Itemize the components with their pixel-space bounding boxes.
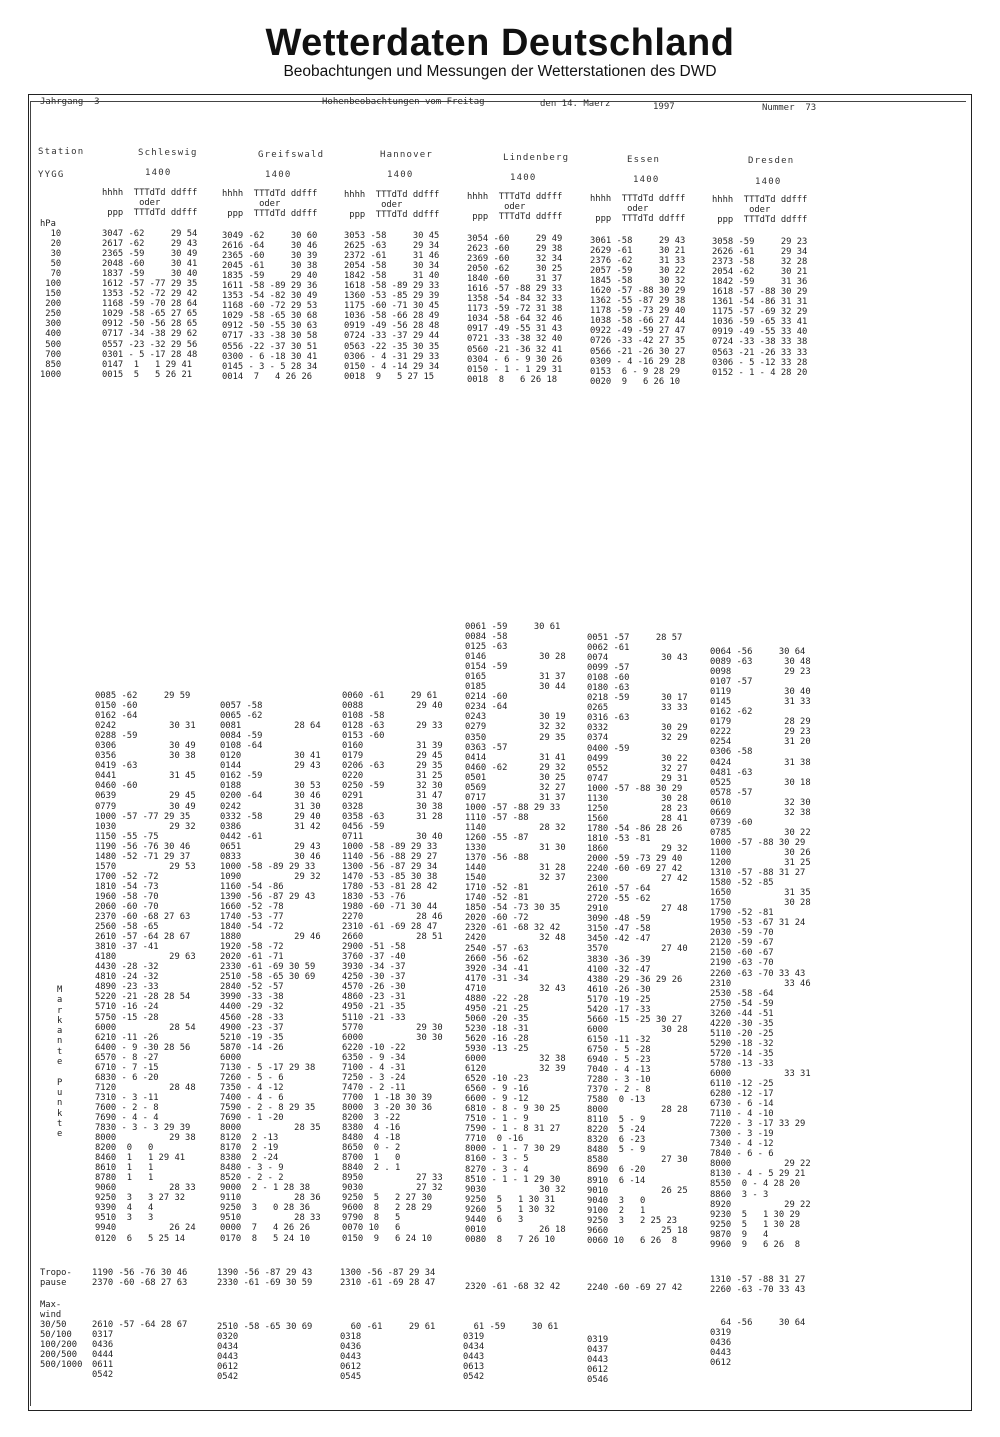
page-subtitle: Beobachtungen und Messungen der Wetterstationen des DWD bbox=[283, 63, 717, 80]
col-head-line2: oder bbox=[712, 205, 771, 215]
maxwind-lindenberg: 61 -59 30 61 0319 0434 0443 0613 0542 bbox=[463, 1322, 559, 1383]
maxwind-essen: 0319 0437 0443 0612 0546 bbox=[587, 1335, 609, 1386]
report-number: Nummer 73 bbox=[762, 103, 817, 113]
station-time: 1400 bbox=[510, 173, 537, 183]
tropopause-dresden: 1310 -57 -88 31 27 2260 -63 -70 33 43 bbox=[710, 1275, 806, 1296]
station-levels-essen: 3061 -58 29 43 2629 -61 30 21 2376 -62 31 33 2057 -59 30 22 1845 -58 30 32 1620 -57 -88 30 29 1362 -55 -87 29 38 1178 -59 -73 29 40 1038 -58 -66 27 44 0922 -49 -59 27 47 0726 -33 -42 27 35 0566 -21 -26 30 27 0309 - 4 -16 29 28 0153 6 - 9 28 29 0020 9 6 26 10 bbox=[590, 236, 686, 387]
jahrgang: Jahrgang 3 bbox=[40, 97, 100, 107]
col-head-line1: hhhh TTTdTd ddfff bbox=[712, 195, 808, 205]
page-title: Wetterdaten Deutschland bbox=[265, 22, 735, 64]
station-levels-lindenberg: 3054 -60 29 49 2623 -60 29 38 2369 -60 32 34 2050 -62 30 25 1840 -60 31 37 1616 -57 -88 29 33 1358 -54 -84 32 33 1173 -59 -72 31 38 1034 -58 -64 32 46 0917 -49 -55 31 43 0721 -33 -38 32 40 0560 -21 -36 32 41 0304 - 6 - 9 30 26 0150 - 1 - 1 29 31 0018 8 6 26 18 bbox=[467, 234, 563, 385]
station-name: Schleswig bbox=[138, 148, 198, 158]
station-time: 1400 bbox=[755, 177, 782, 187]
col-head-line1: hhhh TTTdTd ddfff bbox=[344, 190, 440, 200]
col-head-line3: ppp TTTdTd ddfff bbox=[222, 209, 318, 219]
maxwind-greifswald: 2510 -58 -65 30 69 0320 0434 0443 0612 0542 bbox=[217, 1322, 313, 1383]
tropopause-greifswald: 1390 -56 -87 29 43 2330 -61 -69 30 59 bbox=[217, 1268, 313, 1289]
maxwind-hannover: 60 -61 29 61 0318 0436 0443 0612 0545 bbox=[340, 1322, 436, 1383]
station-name: Essen bbox=[627, 155, 661, 165]
markante-punkte-label: M a r k a n t e P u n k t e bbox=[57, 985, 63, 1140]
station-time: 1400 bbox=[387, 170, 414, 180]
report-date: den 14. Maerz bbox=[540, 99, 611, 109]
col-head-line3: ppp TTTdTd ddfff bbox=[102, 208, 198, 218]
station-time: 1400 bbox=[265, 170, 292, 180]
report-title: Hohenbeobachtungen vom Freitag bbox=[322, 97, 485, 107]
station-levels-dresden: 3058 -59 29 23 2626 -61 29 34 2373 -58 32 28 2054 -62 30 21 1842 -59 31 36 1618 -57 -88 30 29 1361 -54 -86 31 31 1175 -57 -69 32 29 1036 -59 -65 33 41 0919 -49 -55 33 40 0724 -33 -38 33 38 0563 -21 -26 33 33 0306 - 5 -12 33 28 0152 - 1 - 4 28 20 bbox=[712, 237, 808, 378]
col-head-line3: ppp TTTdTd ddfff bbox=[590, 214, 686, 224]
col-head-line1: hhhh TTTdTd ddfff bbox=[102, 188, 198, 198]
col-head-line2: oder bbox=[102, 198, 161, 208]
station-name: Dresden bbox=[748, 156, 795, 166]
col-head-line1: hhhh TTTdTd ddfff bbox=[467, 192, 563, 202]
station-levels-schleswig: 3047 -62 29 54 2617 -62 29 43 2365 -59 30 49 2048 -60 30 41 1837 -59 30 40 1612 -57 -77 29 35 1353 -52 -72 29 42 1168 -59 -70 28 64 1029 -58 -65 27 65 0912 -50 -56 28 65 0717 -34 -38 29 62 0557 -23 -32 29 56 0301 - 5 -17 28 48 0147 1 1 29 41 0015 5 5 26 21 bbox=[102, 229, 198, 380]
maxwind-schleswig: 2610 -57 -64 28 67 0317 0436 0444 0611 0542 bbox=[92, 1320, 188, 1381]
markante-punkte-greifswald: 0057 -58 0065 -62 0081 28 64 0084 -59 0108 -64 0120 30 41 0144 29 43 0162 -59 0188 30 53 0200 -64 30 46 0242 31 30 0332 -58 29 40 0386 31 42 0442 -61 0651 29 43 0833 30 46 1000 -58 -89 29 33 1090 29 32 1160 -54 -86 1390 -56 -87 29 43 1660 -52 -78 1740 -53 -77 1840 -54 -72 1880 29 46 1920 -58 -72 2020 -61 -71 2330 -61 -69 30 59 2510 -58 -65 30 69 2840 -52 -57 3990 -33 -38 4400 -29 -32 4560 -28 -33 4900 -23 -37 5210 -19 -35 5870 -14 -26 6000 7130 - 5 -17 29 38 7260 - 5 - 6 7350 - 4 -12 7400 - 4 - 6 7590 - 2 - 8 29 35 7690 - 1 -20 8000 28 35 8120 2 -13 8170 2 -19 8380 2 -24 8480 - 3 - 9 8520 - 2 - 2 9000 2 - 1 28 38 9110 28 36 9250 3 0 28 36 9510 28 33 0000 7 4 26 26 0170 8 5 24 10 bbox=[220, 701, 321, 1244]
station-levels-greifswald: 3049 -62 30 60 2616 -64 30 46 2365 -60 30 39 2045 -61 30 38 1835 -59 29 40 1611 -58 -89 29 36 1353 -54 -82 30 49 1168 -60 -72 29 53 1029 -58 -65 30 68 0912 -50 -55 30 63 0717 -33 -38 30 58 0556 -22 -37 30 51 0300 - 6 -18 30 41 0145 - 3 - 5 28 34 0014 7 4 26 26 bbox=[222, 231, 318, 382]
col-head-line2: oder bbox=[222, 199, 281, 209]
col-head-line1: hhhh TTTdTd ddfff bbox=[222, 189, 318, 199]
maxwind-label: Max- wind 30/50 50/100 100/200 200/500 500/1000 bbox=[40, 1300, 83, 1371]
report-year: 1997 bbox=[653, 102, 675, 112]
hpa-label: hPa bbox=[40, 219, 56, 229]
pressure-levels: 10 20 30 50 70 100 150 200 250 300 400 500 700 850 1000 bbox=[40, 229, 62, 380]
markante-punkte-lindenberg: 0061 -59 30 61 0084 -58 0125 -63 0146 30 28 0154 -59 0165 31 37 0185 30 44 0214 -60 0234 -64 0243 30 19 0279 32 32 0350 29 35 0363 -57 0414 31 41 0460 -62 29 32 0501 30 25 0569 32 27 0717 31 37 1000 -57 -88 29 33 1110 -57 -88 1140 28 32 1260 -55 -87 1330 31 30 1370 -56 -88 1440 31 28 1540 32 37 1710 -52 -81 1740 -52 -81 1850 -54 -73 30 35 2020 -60 -72 2320 -61 -68 32 42 2420 32 48 2540 -57 -63 2660 -56 -62 3920 -34 -41 4170 -31 -34 4710 32 43 4880 -22 -28 4950 -21 -25 5060 -20 -35 5230 -18 -31 5620 -16 -28 5930 -13 -25 6000 32 38 6120 32 39 6520 -10 -23 6560 - 9 -16 6600 - 9 -12 6810 - 8 - 9 30 25 7510 - 1 - 9 7590 - 1 - 8 31 27 7710 0 -16 8000 - 1 - 7 30 29 8160 - 3 - 5 8270 - 3 - 4 8510 - 1 - 1 29 30 9030 30 32 9250 5 1 30 31 9260 5 1 30 32 9440 6 3 0010 26 18 0080 8 7 26 10 bbox=[465, 622, 566, 1245]
station-time: 1400 bbox=[145, 168, 172, 178]
tropopause-essen: 2240 -60 -69 27 42 bbox=[587, 1283, 683, 1294]
col-head-line1: hhhh TTTdTd ddfff bbox=[590, 194, 686, 204]
col-head-line3: ppp TTTdTd ddfff bbox=[467, 212, 563, 222]
station-name: Greifswald bbox=[258, 150, 325, 160]
col-head-line2: oder bbox=[590, 204, 649, 214]
station-name: Lindenberg bbox=[503, 153, 570, 163]
tropopause-hannover: 1300 -56 -87 29 34 2310 -61 -69 28 47 bbox=[340, 1268, 436, 1289]
col-head-line3: ppp TTTdTd ddfff bbox=[712, 215, 808, 225]
col-head-line2: oder bbox=[344, 200, 403, 210]
col-head-line3: ppp TTTdTd ddfff bbox=[344, 210, 440, 220]
markante-punkte-essen: 0051 -57 28 57 0062 -61 0074 30 43 0099 -57 0108 -60 0180 -63 0218 -59 30 17 0265 33 33 0316 -63 0332 30 29 0374 32 29 0400 -59 0499 30 22 0552 32 27 0747 29 31 1000 -57 -88 30 29 1130 30 28 1250 28 23 1560 28 41 1780 -54 -86 28 26 1810 -53 -81 1860 29 32 2000 -59 -73 29 40 2240 -60 -69 27 42 2300 27 42 2610 -57 -64 2720 -55 -62 2910 27 48 3090 -48 -59 3150 -47 -58 3450 -42 -47 3570 27 40 3830 -36 -39 4100 -32 -47 4380 -29 -36 29 26 4610 -26 -30 5170 -19 -25 5420 -17 -33 5660 -15 -25 30 27 6000 30 28 6150 -11 -32 6750 - 5 -28 6940 - 5 -23 7040 - 4 -13 7280 - 3 -10 7370 - 2 - 8 7580 0 -13 8000 28 28 8110 5 - 9 8220 5 -24 8320 6 -23 8480 5 - 9 8580 27 30 8690 6 -20 8910 6 -14 9010 26 25 9040 3 0 9100 2 1 9250 3 2 25 23 9660 25 18 0060 10 6 26 8 bbox=[587, 633, 688, 1246]
station-label: Station bbox=[38, 147, 85, 157]
markante-punkte-schleswig: 0085 -62 29 59 0150 -60 0162 -64 0242 30 31 0288 -59 0306 30 49 0356 30 38 0419 -63 0441 31 45 0460 -60 0639 29 45 0779 30 49 1000 -57 -77 29 35 1030 29 32 1150 -55 -75 1190 -56 -76 30 46 1480 -52 -71 29 37 1570 29 53 1700 -52 -72 1810 -54 -73 1960 -58 -70 2060 -60 -70 2370 -60 -68 27 63 2560 -58 -65 2610 -57 -64 28 67 3810 -37 -41 4180 29 63 4430 -28 -32 4810 -24 -32 4890 -23 -33 5220 -21 -28 28 54 5710 -16 -24 5750 -15 -28 6000 28 54 6210 -11 -26 6400 - 9 -30 28 56 6570 - 8 -27 6710 - 7 -15 6830 - 6 -20 7120 28 48 7310 - 3 -11 7600 - 2 - 8 7690 - 4 - 4 7830 - 3 - 3 29 39 8000 29 38 8200 0 0 8460 1 1 29 41 8610 1 1 8780 1 1 9060 28 33 9250 3 3 27 32 9390 4 4 9510 3 3 9940 26 24 0120 6 5 25 14 bbox=[95, 691, 196, 1244]
tropopause-schleswig: 1190 -56 -76 30 46 2370 -60 -68 27 63 bbox=[92, 1268, 188, 1289]
yygg-label: YYGG bbox=[38, 170, 65, 180]
markante-punkte-dresden: 0064 -56 30 64 0089 -63 30 48 0098 29 23 0107 -57 0119 30 40 0145 31 33 0162 -62 0179 28 29 0222 29 23 0254 31 20 0306 -58 0424 31 38 0481 -63 0525 30 18 0578 -57 0610 32 30 0669 32 38 0739 -60 0785 30 22 1000 -57 -88 30 29 1100 30 26 1200 31 25 1310 -57 -88 31 27 1580 -52 -85 1650 31 35 1750 30 28 1790 -52 -81 1950 -53 -67 31 24 2030 -59 -70 2120 -59 -67 2150 -60 -67 2190 -63 -70 2260 -63 -70 33 43 2310 33 46 2530 -58 -64 2750 -54 -59 3260 -44 -51 4220 -30 -35 5110 -20 -25 5290 -18 -32 5720 -14 -35 5780 -13 -33 6000 33 31 6110 -12 -25 6280 -12 -17 6730 - 6 -14 7110 - 4 -10 7220 - 3 -17 33 29 7300 - 3 -19 7340 - 4 -12 7840 - 6 - 6 8000 29 22 8130 - 4 - 5 29 21 8550 0 - 4 28 20 8860 3 - 3 8920 29 22 9230 5 1 30 29 9250 5 1 30 28 9870 9 4 9960 9 6 26 8 bbox=[710, 647, 811, 1250]
col-head-line2: oder bbox=[467, 202, 526, 212]
tropopause-lindenberg: 2320 -61 -68 32 42 bbox=[465, 1282, 561, 1293]
markante-punkte-hannover: 0060 -61 29 61 0088 29 40 0108 -58 0128 -63 29 33 0153 -60 0160 31 39 0179 29 45 0206 -63 29 35 0220 31 25 0250 -59 32 30 0291 31 47 0328 30 38 0358 -63 31 28 0456 -59 0711 30 40 1000 -58 -89 29 33 1140 -56 -88 29 27 1300 -56 -87 29 34 1470 -53 -85 30 38 1780 -53 -81 28 42 1830 -53 -76 1980 -60 -71 30 44 2270 28 46 2310 -61 -69 28 47 2660 28 51 2900 -51 -58 3760 -37 -40 3930 -34 -37 4250 -30 -37 4570 -26 -30 4860 -23 -31 4950 -21 -35 5110 -21 -33 5770 29 30 6000 30 30 6220 -10 -22 6350 - 9 -34 7100 - 4 -31 7250 - 3 -24 7470 - 2 -11 7700 1 -18 30 39 8000 3 -20 30 36 8200 3 -22 8380 4 -16 8480 4 -18 8650 0 - 2 8700 1 0 8840 2 . 1 8950 27 33 9030 27 32 9250 5 2 27 30 9600 8 2 28 29 9790 8 5 0070 10 6 0150 9 6 24 10 bbox=[342, 691, 443, 1244]
maxwind-dresden: 64 -56 30 64 0319 0436 0443 0612 bbox=[710, 1318, 806, 1369]
station-name: Hannover bbox=[380, 150, 433, 160]
tropopause-label: Tropo- pause bbox=[40, 1268, 72, 1289]
station-time: 1400 bbox=[633, 175, 660, 185]
station-levels-hannover: 3053 -58 30 45 2625 -63 29 34 2372 -61 31 46 2054 -58 30 34 1842 -58 31 40 1618 -58 -89 29 33 1360 -53 -85 29 39 1175 -60 -71 30 45 1036 -58 -66 28 49 0919 -49 -56 28 48 0724 -33 -37 29 44 0563 -22 -35 30 35 0306 - 4 -31 29 33 0150 - 4 -14 29 34 0018 9 5 27 15 bbox=[344, 231, 440, 382]
